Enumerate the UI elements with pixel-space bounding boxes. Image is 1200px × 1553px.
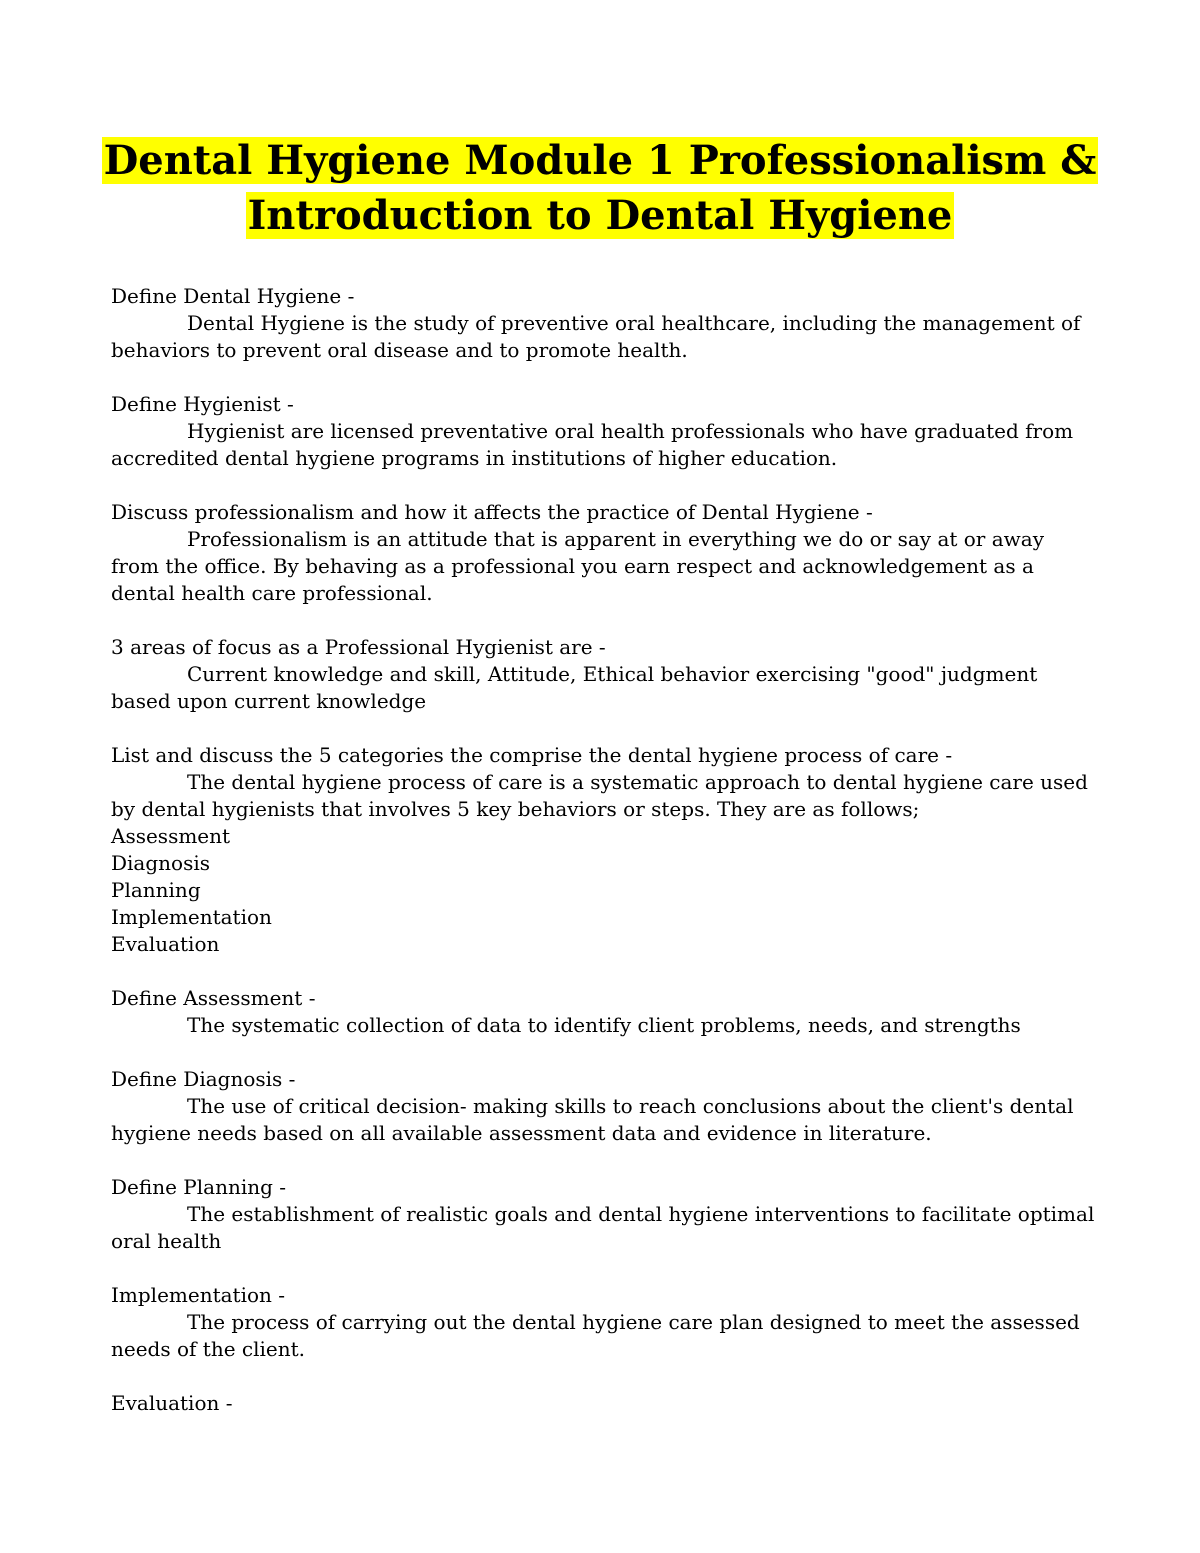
qa-define-dental-hygiene xyxy=(111,283,1096,364)
list-item: Evaluation xyxy=(111,932,220,956)
question-text: 3 areas of focus as a Professional Hygienist are - xyxy=(111,635,606,659)
title-line-1: Dental Hygiene Module 1 Professionalism & xyxy=(103,137,1097,184)
qa-professionalism xyxy=(111,499,1096,607)
answer-text: The systematic collection of data to identify client problems, needs, and strengths xyxy=(187,1013,1021,1037)
qa-process-of-care xyxy=(111,742,1096,958)
title-line-2: Introduction to Dental Hygiene xyxy=(247,192,953,239)
question-text: List and discuss the 5 categories the comprise the dental hygiene process of care - xyxy=(111,743,953,767)
answer-text: Current knowledge and skill, Attitude, Ethical behavior exercising "good" judgment based upon current knowledge xyxy=(111,662,1038,713)
qa-evaluation xyxy=(111,1390,1096,1417)
answer-text: The process of carrying out the dental hygiene care plan designed to meet the assessed needs of the client. xyxy=(111,1310,1080,1361)
list-item: Implementation xyxy=(111,905,272,929)
qa-define-assessment xyxy=(111,985,1096,1039)
question-text: Define Dental Hygiene - xyxy=(111,284,355,308)
document-body xyxy=(111,283,1096,1444)
question-text: Define Planning - xyxy=(111,1175,287,1199)
answer-text: Hygienist are licensed preventative oral health professionals who have graduated from accredited dental hygiene programs in institutions of higher education. xyxy=(111,419,1074,470)
list-item: Diagnosis xyxy=(111,851,211,875)
answer-text: The establishment of realistic goals and dental hygiene interventions to facilitate optimal oral health xyxy=(111,1202,1095,1253)
answer-text: The dental hygiene process of care is a systematic approach to dental hygiene care used by dental hygienists that involves 5 key behaviors or steps. They are as follows; xyxy=(111,770,1088,821)
question-text: Define Diagnosis - xyxy=(111,1067,296,1091)
list-item: Planning xyxy=(111,878,201,902)
page-title xyxy=(0,133,1200,243)
list-item: Assessment xyxy=(111,824,231,848)
answer-text: Dental Hygiene is the study of preventive oral healthcare, including the management of behaviors to prevent oral disease and to promote health. xyxy=(111,311,1081,362)
question-text: Evaluation - xyxy=(111,1391,233,1415)
question-text: Define Hygienist - xyxy=(111,392,294,416)
question-text: Implementation - xyxy=(111,1283,286,1307)
qa-define-diagnosis xyxy=(111,1066,1096,1147)
qa-define-hygienist xyxy=(111,391,1096,472)
qa-implementation xyxy=(111,1282,1096,1363)
qa-areas-of-focus xyxy=(111,634,1096,715)
qa-define-planning xyxy=(111,1174,1096,1255)
question-text: Define Assessment - xyxy=(111,986,316,1010)
answer-text: Professionalism is an attitude that is apparent in everything we do or say at or away from the office. By behaving as a professional you earn respect and acknowledgement as a dental health care professional. xyxy=(111,527,1044,605)
answer-text: The use of critical decision- making skills to reach conclusions about the client's dental hygiene needs based on all available assessment data and evidence in literature. xyxy=(111,1094,1074,1145)
question-text: Discuss professionalism and how it affects the practice of Dental Hygiene - xyxy=(111,500,873,524)
